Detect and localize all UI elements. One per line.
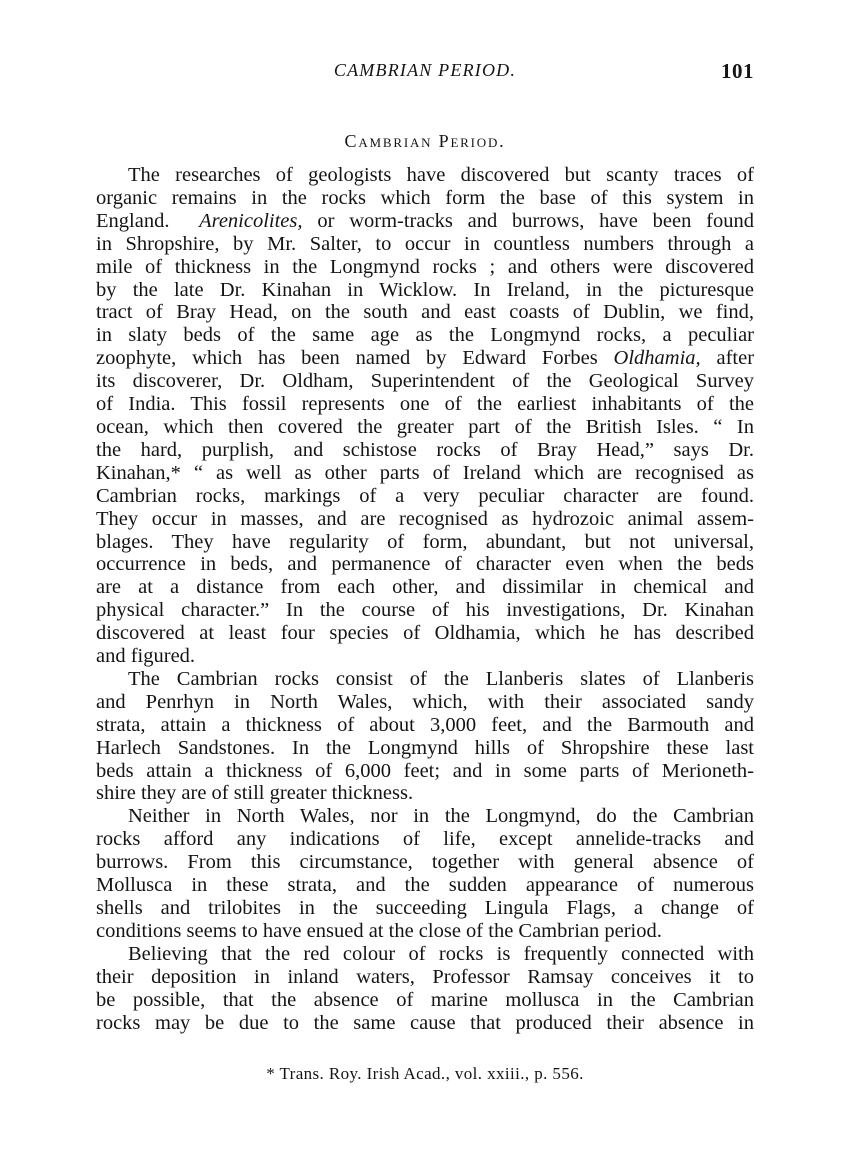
text-line: beds attain a thickness of 6,000 feet; and in some parts of Merioneth-: [96, 759, 754, 782]
running-title: CAMBRIAN PERIOD.: [333, 60, 517, 80]
paragraph-cambrian-rocks: [96, 668, 754, 805]
text-line: Neither in North Wales, nor in the Longmynd, do the Cambrian: [128, 805, 754, 828]
text-line: Cambrian rocks, markings of a very peculiar character are found.: [96, 484, 754, 507]
paragraph-north-wales: [96, 805, 754, 942]
text-run: after: [716, 347, 755, 370]
text-line: in slaty beds of the same age as the Longmynd rocks, a peculiar: [96, 324, 754, 347]
paragraph-red-colour: [96, 943, 754, 1035]
text-line: shire they are of still greater thickness.: [96, 782, 414, 805]
text-line: blages. They have regularity of form, abundant, but not universal,: [96, 530, 754, 553]
text-line: are at a distance from each other, and dissimilar in chemical and: [96, 576, 754, 599]
text-line: occurrence in beds, and permanence of character even when the beds: [96, 553, 754, 576]
text-line: of India. This fossil represents one of the earliest inhabitants of the: [96, 393, 754, 416]
text-line: rocks afford any indications of life, except annelide-tracks and: [96, 828, 754, 851]
text-line: rocks may be due to the same cause that produced their absence in: [96, 1011, 754, 1034]
text-line: shells and trilobites in the succeeding Lingula Flags, a change of: [96, 897, 754, 919]
text-line: [96, 347, 754, 370]
running-head: [96, 60, 754, 90]
italic-term: Oldhamia,: [613, 347, 701, 370]
text-line: Harlech Sandstones. In the Longmynd hills of Shropshire these last: [96, 736, 754, 759]
page-number: 101: [721, 59, 754, 83]
text-line: its discoverer, Dr. Oldham, Superintendent of the Geological Survey: [96, 370, 754, 393]
text-line: strata, attain a thickness of about 3,000 feet, and the Barmouth and: [96, 713, 754, 736]
text-line: The Cambrian rocks consist of the Llanberis slates of Llanberis: [128, 667, 754, 690]
text-line: tract of Bray Head, on the south and east coasts of Dublin, we find,: [96, 301, 754, 324]
text-line: conditions seems to have ensued at the close of the Cambrian period.: [96, 919, 662, 942]
text-line: and Penrhyn in North Wales, which, with their associated sandy: [96, 690, 754, 713]
text-line: organic remains in the rocks which form the base of this system in: [96, 186, 754, 209]
body-text: [96, 164, 754, 1034]
text-line: be possible, that the absence of marine mollusca in the Cambrian: [96, 988, 754, 1011]
text-line: They occur in masses, and are recognised as hydrozoic animal assem-: [96, 507, 754, 530]
footnote: * Trans. Roy. Irish Acad., vol. xxiii., p. 556.: [266, 1064, 584, 1083]
text-line: and figured.: [96, 645, 196, 668]
text-line: physical character.” In the course of his investigations, Dr. Kinahan: [96, 599, 754, 622]
text-line: Believing that the red colour of rocks is frequently connected with: [128, 942, 754, 965]
text-line: Mollusca in these strata, and the sudden appearance of numerous: [96, 874, 754, 897]
paragraph-researches: [96, 164, 754, 668]
text-line: by the late Dr. Kinahan in Wicklow. In Ireland, in the picturesque: [96, 278, 754, 301]
text-run: or worm-tracks and burrows, have been found: [317, 209, 754, 232]
text-line: in Shropshire, by Mr. Salter, to occur in countless numbers through a: [96, 232, 754, 255]
text-line: burrows. From this circumstance, together with general absence of: [96, 851, 754, 874]
text-line: discovered at least four species of Oldhamia, which he has described: [96, 622, 754, 645]
text-line: [96, 210, 754, 233]
text-run: England.: [96, 209, 170, 232]
text-line: Kinahan,* “ as well as other parts of Ireland which are recognised as: [96, 461, 754, 484]
italic-term: Arenicolites,: [199, 209, 303, 232]
text-line: their deposition in inland waters, Professor Ramsay conceives it to: [96, 965, 754, 988]
text-line: ocean, which then covered the greater part of the British Isles. “ In: [96, 415, 754, 438]
text-line: The researches of geologists have discovered but scanty traces of: [128, 164, 754, 186]
text-run: zoophyte, which has been named by Edward Forbes: [96, 347, 598, 370]
section-heading: Cambrian Period.: [344, 131, 506, 151]
text-line: mile of thickness in the Longmynd rocks ; and others were discovered: [96, 255, 754, 278]
text-line: the hard, purplish, and schistose rocks of Bray Head,” says Dr.: [96, 438, 754, 461]
